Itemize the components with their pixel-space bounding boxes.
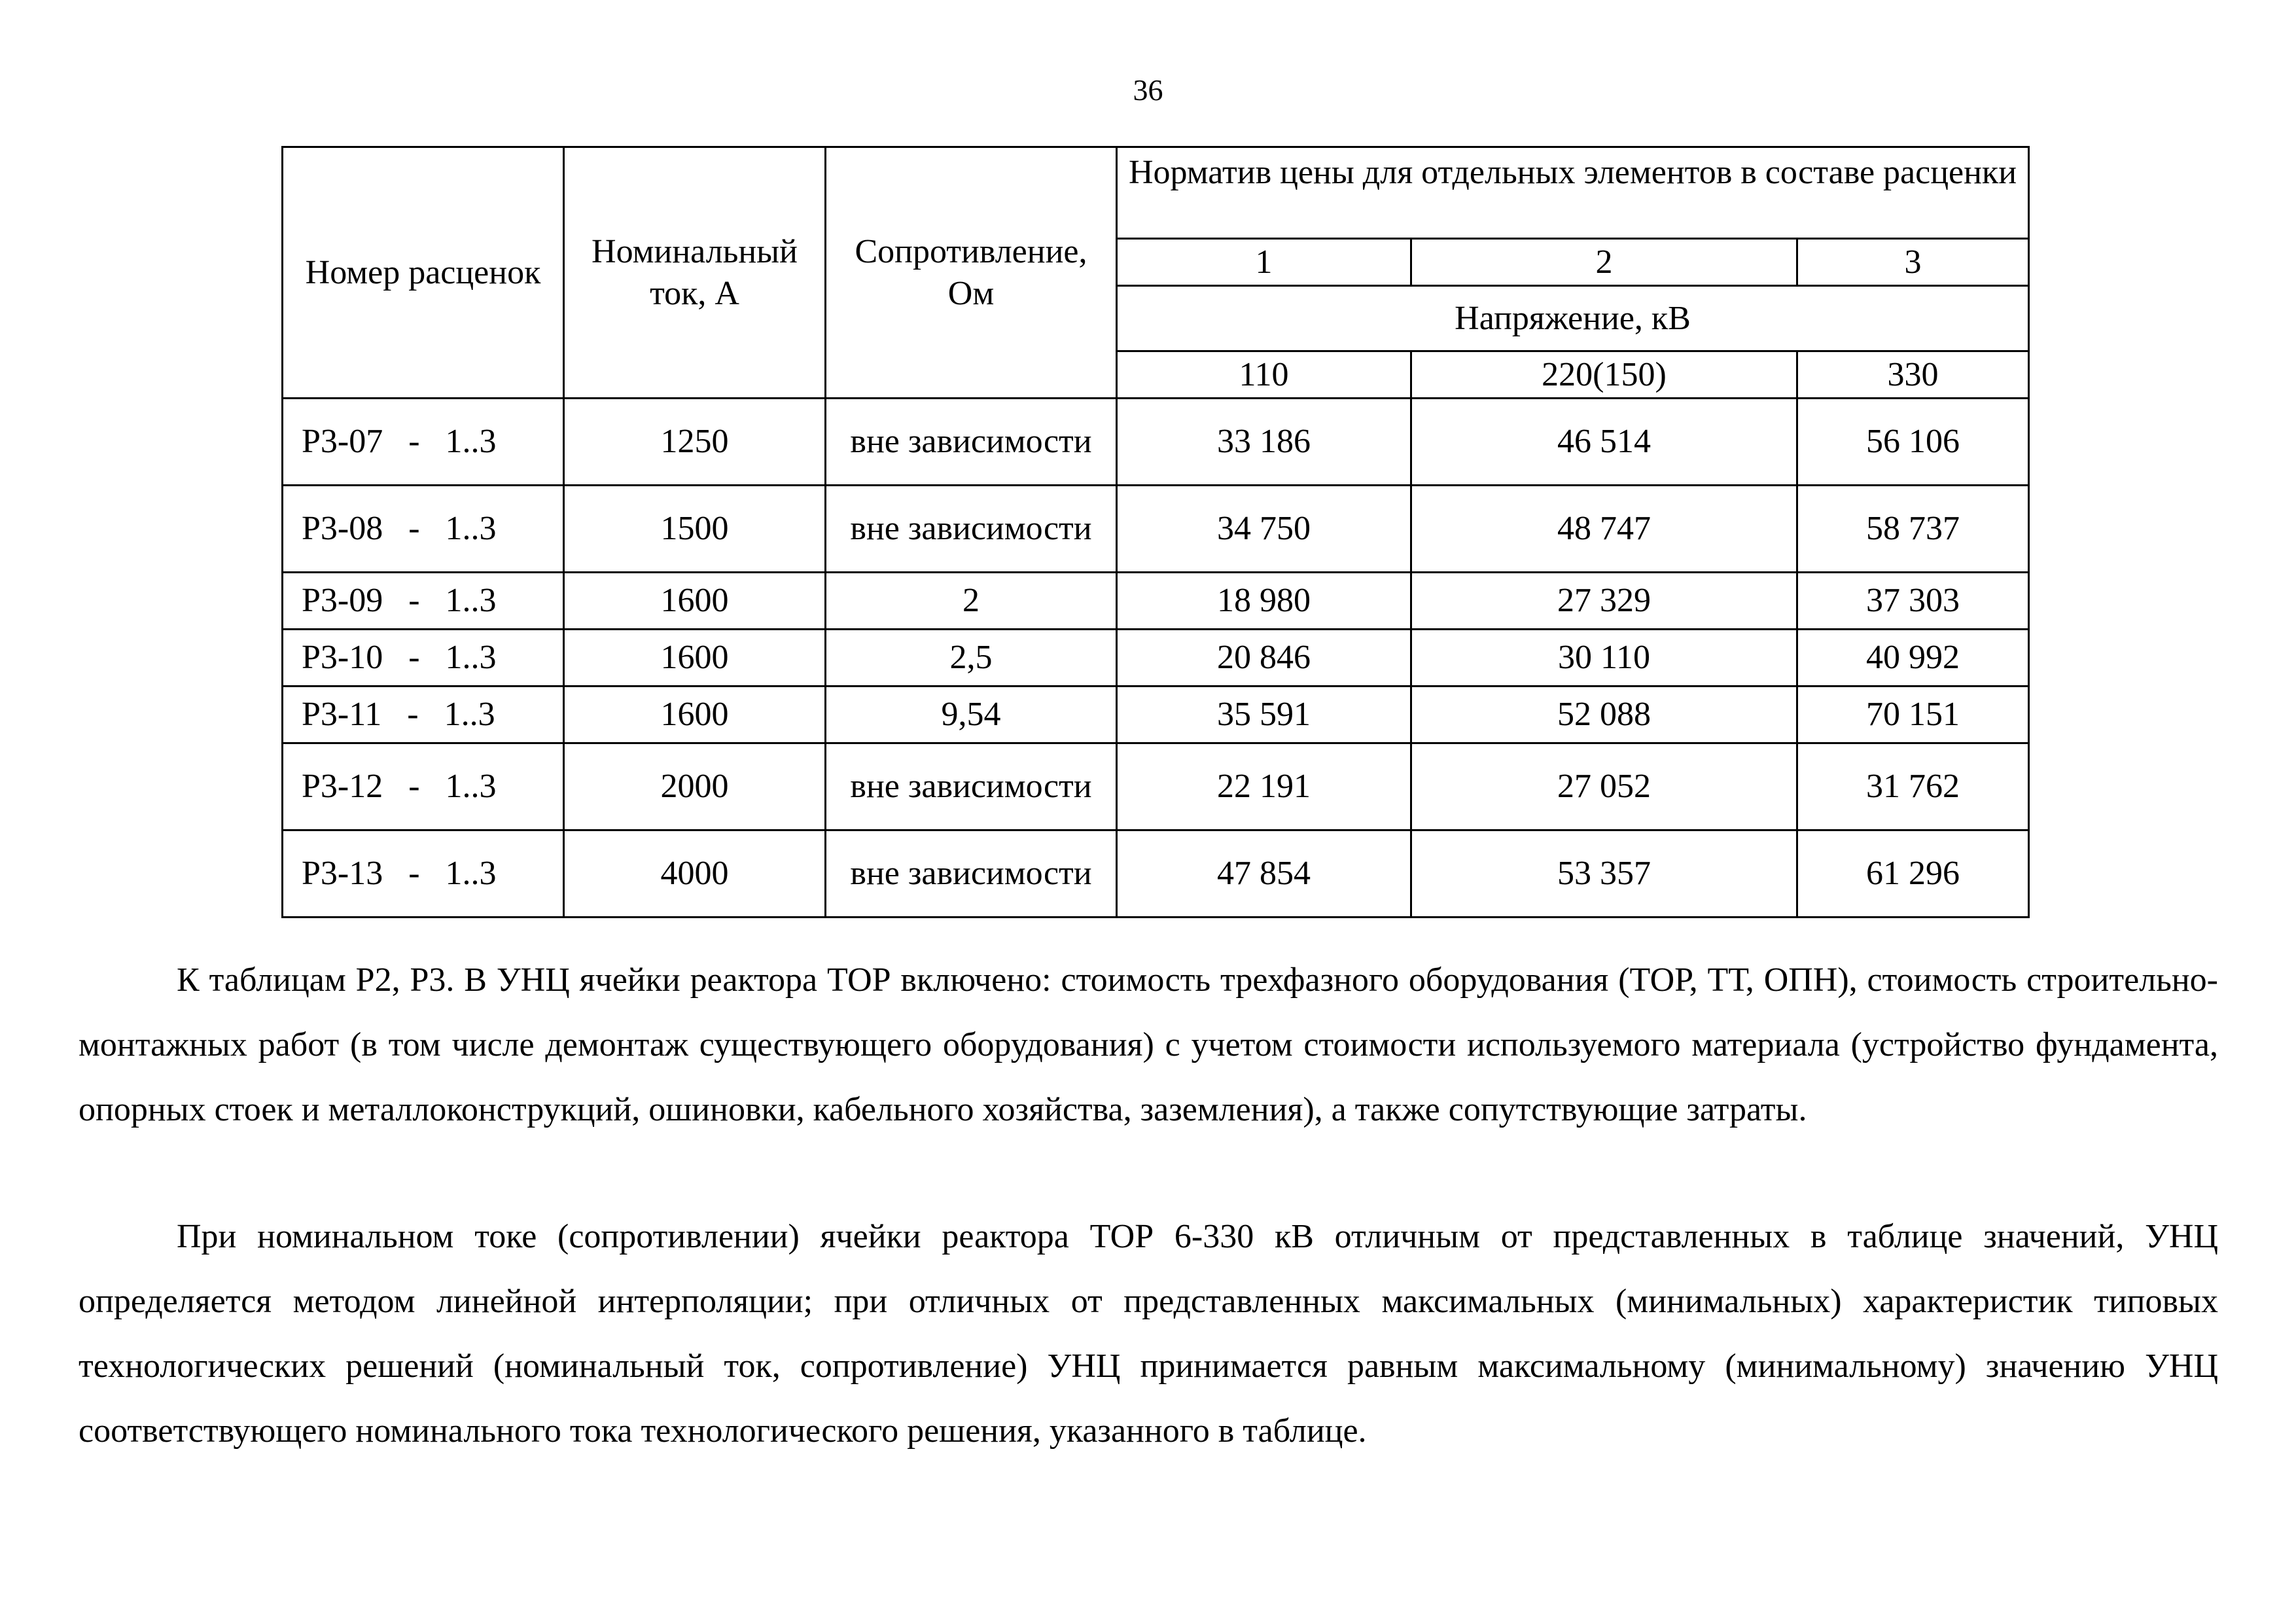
header-element-3: 3: [1797, 239, 2029, 286]
cell-price-3: 31 762: [1797, 743, 2029, 830]
table-row: [283, 486, 2029, 573]
cell-resistance: 9,54: [826, 687, 1117, 743]
cell-price-1: 35 591: [1117, 687, 1411, 743]
cell-price-3: 58 737: [1797, 486, 2029, 573]
cell-price-1: 22 191: [1117, 743, 1411, 830]
cell-resistance: вне зависимости: [826, 486, 1117, 573]
table-row: [283, 630, 2029, 687]
header-element-2: 2: [1411, 239, 1797, 286]
table-row: [283, 687, 2029, 743]
cell-price-1: 47 854: [1117, 830, 1411, 918]
cell-code: Р3-11 - 1..3: [283, 687, 564, 743]
cell-price-3: 70 151: [1797, 687, 2029, 743]
cell-code: Р3-09 - 1..3: [283, 573, 564, 630]
cell-code: Р3-12 - 1..3: [283, 743, 564, 830]
cell-price-1: 34 750: [1117, 486, 1411, 573]
header-voltage-label: Напряжение, кВ: [1117, 286, 2029, 351]
note-paragraph-2: При номинальном токе (сопротивлении) ячейки реактора ТОР 6-330 кВ отличным от представленных в таблице значений, УНЦ определяется методом линейной интерполяции; при отличных от представленных максимальных (минимальных) характеристик типовых технологических решений (номинальный ток, сопротивление) УНЦ принимается равным максимальному (минимальному) значению УНЦ соответствующего номинального тока технологического решения, указанного в таблице.: [79, 1218, 2218, 1450]
cell-price-2: 52 088: [1411, 687, 1797, 743]
header-voltage-2: 220(150): [1411, 351, 1797, 399]
cell-price-3: 56 106: [1797, 399, 2029, 486]
cell-current: 1600: [564, 630, 826, 687]
cell-price-1: 20 846: [1117, 630, 1411, 687]
cell-current: 1250: [564, 399, 826, 486]
cell-current: 1500: [564, 486, 826, 573]
header-price-group: Норматив цены для отдельных элементов в составе расценки: [1117, 147, 2029, 239]
table-row: [283, 399, 2029, 486]
cell-code: Р3-13 - 1..3: [283, 830, 564, 918]
cell-price-2: 48 747: [1411, 486, 1797, 573]
cell-price-1: 18 980: [1117, 573, 1411, 630]
cell-current: 4000: [564, 830, 826, 918]
price-table: [281, 146, 2030, 918]
cell-current: 1600: [564, 687, 826, 743]
header-current: Номинальный ток, А: [564, 147, 826, 399]
cell-resistance: вне зависимости: [826, 399, 1117, 486]
cell-resistance: вне зависимости: [826, 830, 1117, 918]
cell-price-2: 30 110: [1411, 630, 1797, 687]
header-code: Номер расценок: [283, 147, 564, 399]
cell-code: Р3-07 - 1..3: [283, 399, 564, 486]
cell-code: Р3-08 - 1..3: [283, 486, 564, 573]
note-paragraph-1: К таблицам Р2, Р3. В УНЦ ячейки реактора ТОР включено: стоимость трехфазного оборудования (ТОР, ТТ, ОПН), стоимость строительно-монтажных работ (в том числе демонтаж существующего оборудования) с учетом стоимости используемого материала (устройство фундамента, опорных стоек и металлоконструкций, ошиновки, кабельного хозяйства, заземления), а также сопутствующие затраты.: [79, 961, 2218, 1128]
table-row: [283, 743, 2029, 830]
cell-resistance: 2: [826, 573, 1117, 630]
header-voltage-1: 110: [1117, 351, 1411, 399]
table-row: [283, 830, 2029, 918]
cell-resistance: вне зависимости: [826, 743, 1117, 830]
header-element-1: 1: [1117, 239, 1411, 286]
cell-current: 2000: [564, 743, 826, 830]
cell-price-3: 37 303: [1797, 573, 2029, 630]
cell-price-1: 33 186: [1117, 399, 1411, 486]
cell-price-2: 53 357: [1411, 830, 1797, 918]
cell-price-3: 40 992: [1797, 630, 2029, 687]
cell-price-2: 27 329: [1411, 573, 1797, 630]
table-row: [283, 573, 2029, 630]
cell-code: Р3-10 - 1..3: [283, 630, 564, 687]
page-number: 36: [1133, 73, 1163, 107]
cell-current: 1600: [564, 573, 826, 630]
cell-resistance: 2,5: [826, 630, 1117, 687]
cell-price-2: 46 514: [1411, 399, 1797, 486]
header-voltage-3: 330: [1797, 351, 2029, 399]
cell-price-2: 27 052: [1411, 743, 1797, 830]
header-resistance: Сопротивление, Ом: [826, 147, 1117, 399]
cell-price-3: 61 296: [1797, 830, 2029, 918]
